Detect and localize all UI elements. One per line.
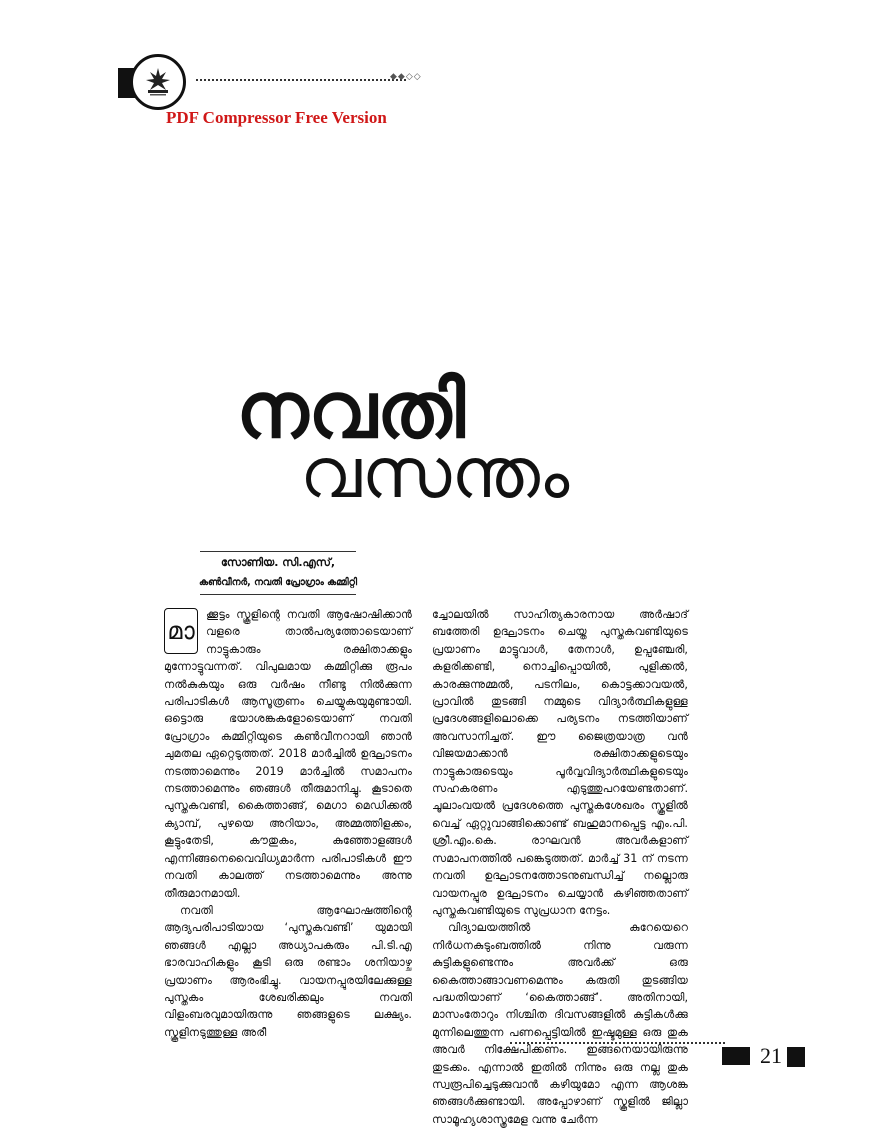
byline-rule-bottom — [200, 594, 356, 595]
article-paragraph: ച്ചോലയിൽ സാഹിത്യകാരനായ അർഷാദ് ബത്തേരി ഉദ്ഘാടനം ചെയ്ത പുസ്തകവണ്ടിയുടെ പ്രയാണം മാട്ടുവാൾ, തേനാൾ, ഉപ്പഞ്ചേരി, കളരിക്കണ്ടി, നൊച്ചിപ്പൊയിൽ, പുളിക്കൽ, കാരക്കുന്നുമ്മൽ, പടനിലം, കൊട്ടക്കാവയൽ, പ്രാവിൽ തുടങ്ങി നമ്മുടെ വിദ്യാർത്ഥികളുള്ള പ്രദേശങ്ങളിലൊക്കെ പര്യടനം നടത്തിയാണ് അവസാനിച്ചത്. ഈ ജൈത്രയാത്ര വൻ വിജയമാക്കാൻ രക്ഷിതാക്കളുടെയും നാട്ടുകാരുടെയും പൂർവ്വവിദ്യാർത്ഥികളുടെയും സഹകരണം എടുത്തുപറയേണ്ടതാണ്. ചൂലാംവയൽ പ്രദേശത്തെ പുസ്തകശേഖരം സ്കൂളിൽ വെച്ച് ഏറ്റുവാങ്ങിക്കൊണ്ട് ബഹുമാനപ്പെട്ട എം.പി. ശ്രീ.എം.കെ. രാഘവൻ അവർകളാണ് സമാപനത്തിൽ പങ്കെടുത്തത്. മാർച്ച് 31 ന് നടന്ന നവതി ഉദ്ഘാടനത്തോടനുബന്ധിച്ച് നല്ലൊരു വായനപ്പുര ഉദ്ഘാടനം ചെയ്യാൻ കഴിഞ്ഞതാണ് പുസ്തകവണ്ടിയുടെ സുപ്രധാന നേട്ടം. — [432, 608, 688, 917]
drop-cap: മാ — [164, 608, 198, 654]
paragraph-text: ക്കൂട്ടം സ്കൂളിന്റെ നവതി ആഷോഷിക്കാൻ വളരെ താൽപര്യത്തോടെയാണ് നാട്ടുകാരും രക്ഷിതാക്കളും മുന്നോട്ടുവന്നത്. വിപുലമായ കമ്മിറ്റിക്കു രൂപം നൽകുകയും ഒരു വർഷം നീണ്ടു നിൽക്കുന്ന പരിപാടികൾ ആസൂത്രണം ചെയ്യുകയുമുണ്ടായി. ഒട്ടൊരു ഭയാശങ്കകളോടെയാണ് നവതി പ്രോഗ്രാം കമ്മിറ്റിയുടെ കൺവീനറായി ഞാൻ ചുമതല ഏറ്റെടുത്തത്. 2018 മാർച്ചിൽ ഉദ്ഘാടനം നടത്താമെന്നും 2019 മാർച്ചിൽ സമാപനം നടത്താമെന്നും ഞങ്ങൾ തീരുമാനിച്ചു. കൂടാതെ പുസ്തകവണ്ടി, കൈത്താങ്ങ്, മെഗാ മെഡിക്കൽ ക്യാമ്പ്, പുഴയെ അറിയാം, അമ്മത്തിളക്കം, കൂട്ടുംതേടി, കൗതുകം, കുഞ്ഞോളങ്ങൾ എന്നിങ്ങനെവൈവിധ്യമാർന്ന പരിപാടികൾ ഈ നവതി കാലത്ത് നടത്താമെന്നും അന്നു തീരുമാനമായി. — [164, 608, 412, 900]
footer-block — [722, 1047, 750, 1065]
footer-rule — [510, 1042, 725, 1044]
article-paragraph: നവതി ആഘോഷത്തിന്റെ ആദ്യപരിപാടിയായ ‘പുസ്തകവണ്ടി’ യുമായി ഞങ്ങൾ എല്ലാ അധ്യാപകരും പി.ടി.എ ഭാരവാഹികളും കൂടി ഒരു രണ്ടാം ശനിയാഴ്ച പ്രയാണം ആരംഭിച്ചു. വായനപ്പുരയിലേക്കുള്ള പുസ്തകം ശേഖരിക്കലും നവതി വിളംബരവുമായിരുന്നു ഞങ്ങളുടെ ലക്ഷ്യം. സ്കൂളിനടുത്തുള്ള അരീ — [164, 903, 412, 1039]
article-column-right — [432, 606, 688, 1128]
header-diamonds: ◆◆◇◇ — [390, 72, 422, 82]
byline-rule-top — [200, 551, 356, 552]
school-emblem-icon — [130, 54, 186, 110]
article-paragraph — [164, 606, 412, 902]
header-rule — [196, 79, 406, 81]
article-paragraph: വിദ്യാലയത്തിൽ കുറേയെറെ നിർധനകുടുംബത്തിൽ നിന്നു വരുന്ന കുട്ടികളുണ്ടെന്നും അവർക്ക് ഒരു കൈത്താങ്ങാവണമെന്നും കരുതി തുടങ്ങിയ പദ്ധതിയാണ് ‘കൈത്താങ്ങ്’. അതിനായി, മാസംതോറും നിശ്ചിത ദിവസങ്ങളിൽ കുട്ടികൾക്കു മുന്നിലെത്തുന്ന പണപ്പെട്ടിയിൽ ഇഷ്ടമുള്ള ഒരു തുക അവർ നിക്ഷേപിക്കണം. ഇങ്ങനെയായിരുന്നു തുടക്കം. എന്നാൽ ഇതിൽ നിന്നും ഒരു നല്ല തുക സ്വരൂപിച്ചെടുക്കുവാൻ കഴിയുമോ എന്ന ആശങ്ക ഞങ്ങൾക്കുണ്ടായി. അപ്പോഴാണ് സ്കൂളിൽ ജില്ലാ സാമൂഹ്യശാസ്ത്രമേള വന്നു ചേർന്ന — [432, 921, 688, 1126]
article-title-line1: നവതി — [236, 366, 466, 456]
page-number: 21 — [760, 1043, 782, 1068]
header-logo — [118, 54, 198, 110]
author-role: കൺവീനർ, നവതി പ്രോഗ്രാം കമ്മിറ്റി — [198, 577, 358, 588]
watermark-text: PDF Compressor Free Version — [166, 108, 387, 127]
article-title-line2: വസന്തം — [300, 432, 570, 514]
article-column-left — [164, 606, 412, 1041]
footer-block — [787, 1047, 805, 1067]
author-name: സോണിയ. സി.എസ്, — [220, 556, 336, 569]
